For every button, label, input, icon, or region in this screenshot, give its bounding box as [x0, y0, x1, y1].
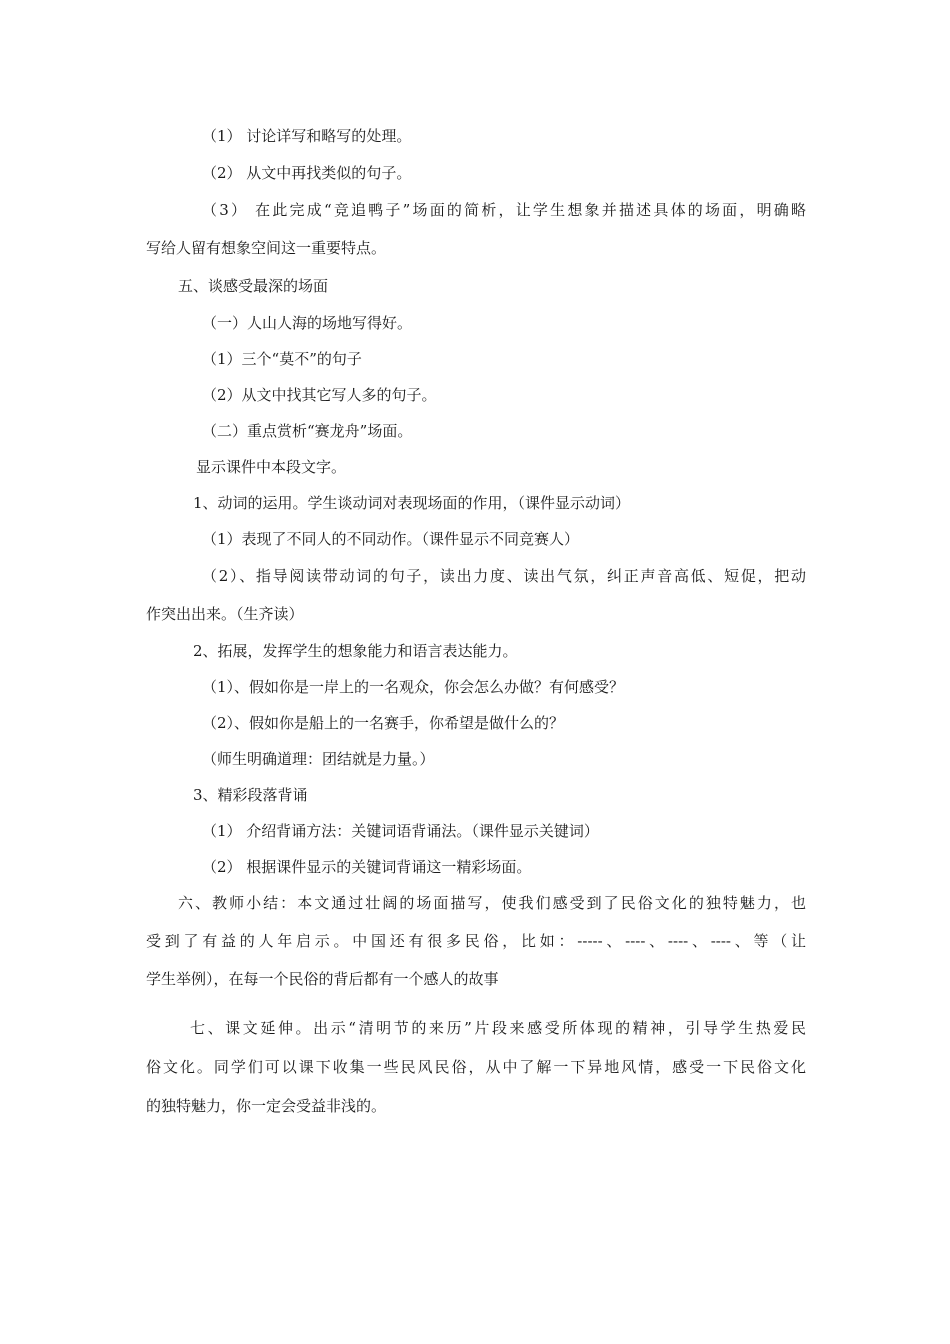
- text-line: （1） 讨论详写和略写的处理。: [202, 127, 412, 145]
- text-line: （1） 介绍背诵方法：关键词语背诵法。（课件显示关键词）: [202, 822, 599, 840]
- text-line: （3） 在此完成“竞追鸭子”场面的简析，让学生想象并描述具体的场面，明确略: [202, 201, 806, 219]
- section-heading: 五、谈感受最深的场面: [178, 277, 329, 295]
- text-line: 学生举例），在每一个民俗的背后都有一个感人的故事: [146, 970, 499, 988]
- text-line: （2） 从文中再找类似的句子。: [202, 164, 412, 182]
- text-line: （1）表现了不同人的不同动作。（课件显示不同竞赛人）: [202, 530, 580, 548]
- text-line: 作突出出来。（生齐读）: [146, 605, 304, 623]
- text-line: （2）从文中找其它写人多的句子。: [202, 386, 437, 404]
- text-line: 六、教师小结：本文通过壮阔的场面描写，使我们感受到了民俗文化的独特魅力，也: [178, 894, 806, 912]
- text-line: 显示课件中本段文字。: [196, 458, 347, 476]
- text-line: 受到了有益的人年启示。中国还有很多民俗，比如：-----、----、----、----、等（让: [146, 932, 806, 950]
- text-line: 写给人留有想象空间这一重要特点。: [146, 239, 387, 257]
- text-line: （2） 根据课件显示的关键词背诵这一精彩场面。: [202, 858, 532, 876]
- text-line: （一）人山人海的场地写得好。: [202, 314, 413, 332]
- text-line: （1）三个“莫不”的句子: [202, 350, 362, 368]
- text-line: 俗文化。同学们可以课下收集一些民风民俗，从中了解一下异地风情，感受一下民俗文化: [146, 1058, 806, 1076]
- text-line: （二）重点赏析“赛龙舟”场面。: [202, 422, 413, 440]
- text-line: 七、课文延伸。出示“清明节的来历”片段来感受所体现的精神，引导学生热爱民: [190, 1019, 806, 1037]
- text-line: （1）、假如你是一岸上的一名观众，你会怎么办做？有何感受？: [202, 678, 625, 696]
- text-line: （2）、假如你是船上的一名赛手，你希望是做什么的？: [202, 714, 565, 732]
- text-line: （师生明确道理：团结就是力量。）: [202, 750, 435, 768]
- text-line: 2、拓展，发挥学生的想象能力和语言表达能力。: [193, 642, 518, 660]
- text-line: 1、动词的运用。学生谈动词对表现场面的作用，（课件显示动词）: [193, 494, 631, 512]
- text-line: （2）、指导阅读带动词的句子，读出力度、读出气氛，纠正声音高低、短促，把动: [202, 567, 806, 585]
- text-line: 3、精彩段落背诵: [193, 786, 308, 804]
- text-line: 的独特魅力，你一定会受益非浅的。: [146, 1097, 387, 1115]
